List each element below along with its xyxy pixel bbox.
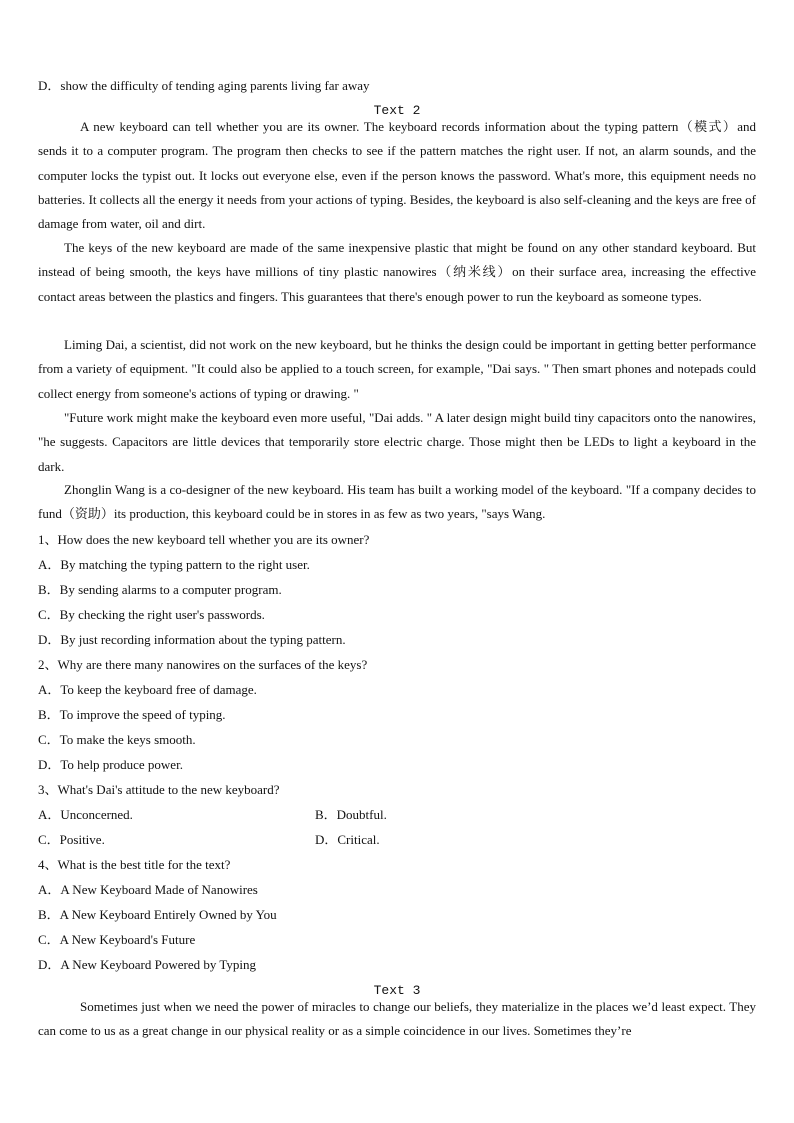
- question-2-option-b[interactable]: B．To improve the speed of typing.: [38, 707, 226, 722]
- text-2-paragraph-1: [38, 115, 756, 236]
- text-3-paragraph-1: [38, 995, 756, 1044]
- text-2-paragraph-3: [38, 333, 756, 406]
- question-1-stem: 1、How does the new keyboard tell whether you are its owner?: [38, 532, 370, 547]
- text-2-heading: Text 2: [373, 103, 421, 118]
- question-4-stem: 4、What is the best title for the text?: [38, 857, 231, 872]
- question-1-option-b[interactable]: B．By sending alarms to a computer program.: [38, 582, 282, 597]
- question-1-option-d[interactable]: D．By just recording information about the typing pattern.: [38, 632, 346, 647]
- text-2-paragraph-4: [38, 406, 756, 479]
- question-3-option-b[interactable]: B．Doubtful.: [315, 807, 387, 822]
- question-4-option-c[interactable]: C．A New Keyboard's Future: [38, 932, 196, 947]
- question-3-option-a[interactable]: A．Unconcerned.: [38, 807, 133, 822]
- paragraph-text: Sometimes just when we need the power of miracles to change our beliefs, they materialize in the places we’d least expect. They can come to us as a great change in our physical reality or as a simple coincidence in our lives. Sometimes they’re: [38, 999, 756, 1039]
- text-3-heading: Text 3: [373, 983, 421, 998]
- text-2-paragraph-5: [38, 478, 756, 527]
- question-4-option-d[interactable]: D．A New Keyboard Powered by Typing: [38, 957, 257, 972]
- question-2-option-c[interactable]: C．To make the keys smooth.: [38, 732, 196, 747]
- question-1-option-c[interactable]: C．By checking the right user's passwords.: [38, 607, 265, 622]
- question-2-option-d[interactable]: D．To help produce power.: [38, 757, 183, 772]
- question-2-option-a[interactable]: A．To keep the keyboard free of damage.: [38, 682, 257, 697]
- text-2-paragraph-2: [38, 236, 756, 309]
- paragraph-text: Zhonglin Wang is a co-designer of the new keyboard. His team has built a working model of the keyboard. "If a company decides to fund（资助）its production, this keyboard could be in stores in as few as two years, "says Wang.: [38, 482, 756, 522]
- question-2-stem: 2、Why are there many nanowires on the surfaces of the keys?: [38, 657, 368, 672]
- question-3-option-d[interactable]: D．Critical.: [315, 832, 380, 847]
- question-3-option-c[interactable]: C．Positive.: [38, 832, 105, 847]
- previous-question-option-d: D．show the difficulty of tending aging parents living far away: [38, 78, 370, 93]
- question-1-option-a[interactable]: A．By matching the typing pattern to the right user.: [38, 557, 310, 572]
- paragraph-text: "Future work might make the keyboard even more useful, "Dai adds. " A later design might build tiny capacitors onto the nanowires, "he suggests. Capacitors are little devices that temporarily store electric charge. Those might then be LEDs to light a keyboard in the dark.: [38, 410, 756, 474]
- paragraph-text: A new keyboard can tell whether you are its owner. The keyboard records information about the typing pattern（模式）and sends it to a computer program. The program then checks to see if the pattern matches the right user. If not, an alarm sounds, and the computer locks the typist out. It locks out everyone else, even if the person knows the password. What's more, this equipment needs no batteries. It collects all the energy it needs from your actions of typing. Besides, the keyboard is also self-cleaning and the keys are free of damage from water, oil and dirt.: [38, 119, 756, 232]
- question-4-option-a[interactable]: A．A New Keyboard Made of Nanowires: [38, 882, 258, 897]
- question-3-stem: 3、What's Dai's attitude to the new keyboard?: [38, 782, 280, 797]
- question-4-option-b[interactable]: B．A New Keyboard Entirely Owned by You: [38, 907, 277, 922]
- paragraph-text: The keys of the new keyboard are made of the same inexpensive plastic that might be found on any other standard keyboard. But instead of being smooth, the keys have millions of tiny plastic nanowires（纳米线）on their surface area, increasing the effective contact areas between the plastics and fingers. This guarantees that there's enough power to run the keyboard as someone types.: [38, 240, 756, 304]
- paragraph-text: Liming Dai, a scientist, did not work on the new keyboard, but he thinks the design could be important in getting better performance from a variety of equipment. "It could also be applied to a touch screen, for example, "Dai says. " Then smart phones and notepads could collect energy from someone's actions of typing or drawing. ": [38, 337, 756, 401]
